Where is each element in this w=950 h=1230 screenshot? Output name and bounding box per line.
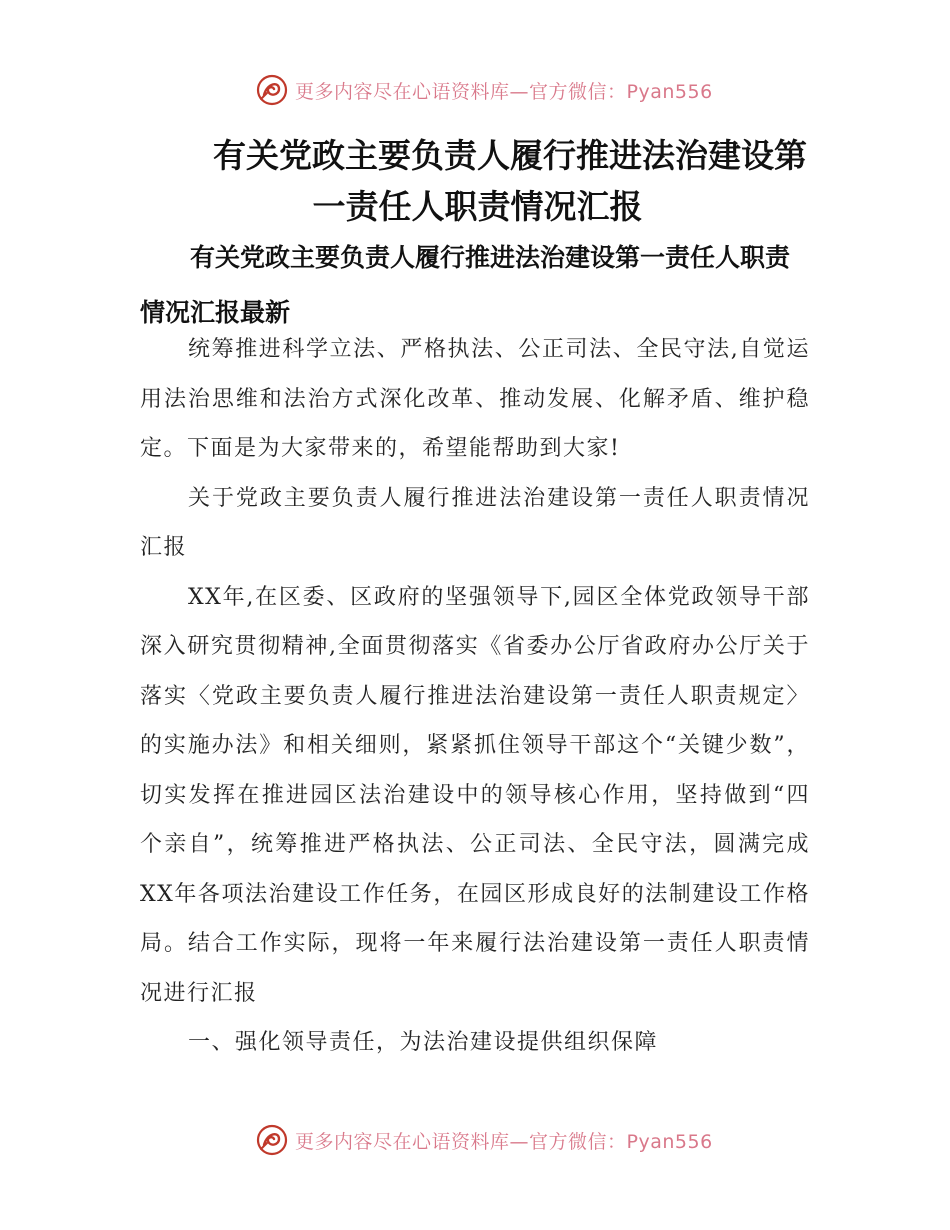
- title-line-1: 有关党政主要负责人履行推进法治建设第: [213, 136, 807, 175]
- banner-text: 更多内容尽在心语资料库—官方微信：Pyan556: [295, 1130, 713, 1153]
- footer-banner: [255, 1120, 735, 1160]
- paragraph-section-one: 一、强化领导责任，为法治建设提供组织保障: [188, 1030, 659, 1055]
- title-line-2: 一责任人职责情况汇报: [312, 187, 643, 226]
- swirl-logo-icon: [255, 1123, 289, 1157]
- document-body: [140, 325, 810, 1068]
- document-title: [140, 130, 815, 232]
- header-banner: [255, 70, 735, 110]
- banner-text: 更多内容尽在心语资料库—官方微信：Pyan556: [295, 80, 713, 103]
- swirl-logo-icon: [255, 73, 289, 107]
- paragraph-intro: 统筹推进科学立法、严格执法、公正司法、全民守法,自觉运用法治思维和法治方式深化改革、推动发展、化解矛盾、维护稳定。下面是为大家带来的，希望能帮助到大家!: [140, 337, 810, 461]
- document-subtitle: 有关党政主要负责人履行推进法治建设第一责任人职责情况汇报最新: [140, 243, 791, 327]
- paragraph-main: XX年,在区委、区政府的坚强领导下,园区全体党政领导干部深入研究贯彻精神,全面贯彻落实《省委办公厅省政府办公厅关于落实〈党政主要负责人履行推进法治建设第一责任人职责规定〉的实施办法》和相关细则，紧紧抓住领导干部这个“关键少数”，切实发挥在推进园区法治建设中的领导核心作用，坚持做到“四个亲自”，统筹推进严格执法、公正司法、全民守法，圆满完成XX年各项法治建设工作任务，在园区形成良好的法制建设工作格局。结合工作实际，现将一年来履行法治建设第一责任人职责情况进行汇报: [140, 584, 810, 1006]
- paragraph-heading: 关于党政主要负责人履行推进法治建设第一责任人职责情况汇报: [140, 485, 810, 560]
